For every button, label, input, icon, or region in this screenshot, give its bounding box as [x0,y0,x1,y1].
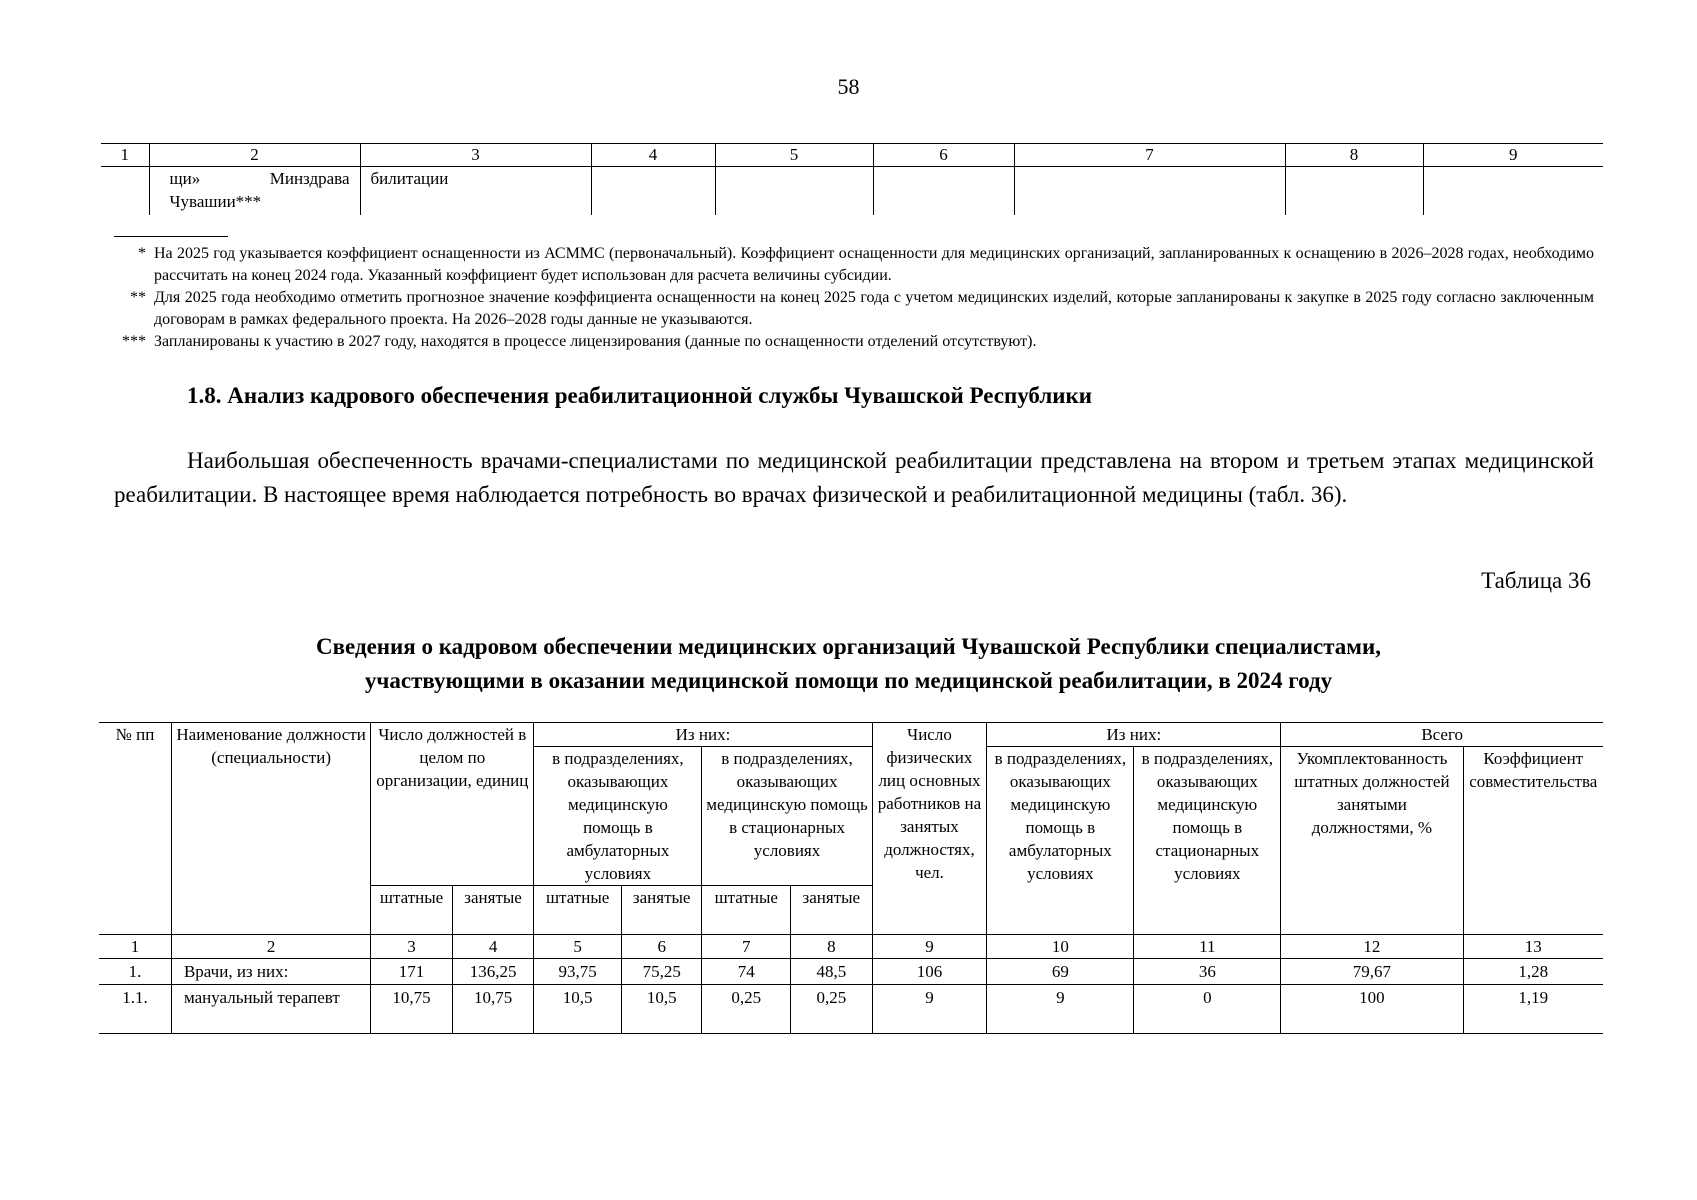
header-name: Наименование должности (специальности) [171,723,370,935]
header-occupied: занятые [621,886,702,935]
col-number: 7 [702,935,791,959]
organization-name-cell: щи» Минздрава Чувашии*** [149,167,360,216]
header-row [99,723,1603,747]
table-label: Таблица 36 [1481,568,1591,593]
table-cell: 0,25 [702,985,791,1034]
table-cell: 74 [702,959,791,985]
col-number: 1 [101,144,149,167]
col-number: 9 [1423,144,1603,167]
col-number: 6 [621,935,702,959]
header-num: № пп [99,723,171,935]
header-total-positions: Число должностей в целом по организации, единиц [371,723,534,886]
table-cell: 106 [872,959,987,985]
caption-line: участвующими в оказании медицинской помощи по медицинской реабилитации, в 2024 году [364,668,1333,693]
table-cell: 48,5 [791,959,873,985]
continuation-table [101,143,1603,215]
specialty-name: Врачи, из них: [171,959,370,985]
col-number: 7 [1014,144,1285,167]
table-cell [101,167,149,216]
table-cell: 69 [987,959,1134,985]
table-cell: 79,67 [1281,959,1463,985]
header-occupied: занятые [791,886,873,935]
col-number: 8 [1285,144,1423,167]
department-cell: билитации [360,167,591,216]
col-number: 3 [371,935,453,959]
table-cell: 136,25 [452,959,534,985]
header-staffing: Укомплектованность штатных должностей занятыми должностями, % [1281,747,1463,935]
header-of-them: Из них: [987,723,1281,747]
table-cell [1423,167,1603,216]
table-row [99,985,1603,1034]
col-number: 11 [1134,935,1281,959]
footnotes [114,243,1594,353]
table-cell [1285,167,1423,216]
table-cell: 1,28 [1463,959,1603,985]
footnote-text: На 2025 год указывается коэффициент оснащенности из АСММС (первоначальный). Коэффициент оснащенности для медицинских организаций, запланированных к оснащению в 2026–2028 годах, необходимо рассчитать на конец 2024 года. Указанный коэффициент будет использован для расчета величины субсидии. [154,245,1594,284]
header-physical-persons: Число физических лиц основных работников на занятых должностях, чел. [872,723,987,935]
footnote-separator [114,236,228,237]
table-cell: 93,75 [534,959,622,985]
header-staff: штатные [371,886,453,935]
row-num: 1. [99,959,171,985]
table-cell [715,167,873,216]
table-cell: 9 [872,985,987,1034]
table-cell: 9 [987,985,1134,1034]
col-number: 6 [873,144,1014,167]
col-number: 2 [171,935,370,959]
footnote-mark: * [138,245,146,262]
header-stat-units: в подразделениях, оказывающих медицинскую помощь в стационарных условиях [702,747,872,886]
footnote [114,287,1594,331]
table-cell [873,167,1014,216]
page-number: 58 [837,74,860,99]
col-number: 4 [591,144,715,167]
header-total: Всего [1281,723,1603,747]
col-number: 8 [791,935,873,959]
table-cell [591,167,715,216]
footnote-text: Для 2025 года необходимо отметить прогнозное значение коэффициента оснащенности на конец 2025 года с учетом медицинских изделий, которые запланированы к закупке в 2025 году согласно заключенным договорам в рамках федерального проекта. На 2026–2028 годы данные не указываются. [154,289,1594,328]
table-cell: 1,19 [1463,985,1603,1034]
body-paragraph: Наибольшая обеспеченность врачами-специалистами по медицинской реабилитации представлена на втором и третьем этапах медицинской реабилитации. В настоящее время наблюдается потребность во врачах физической и реабилитационной медицины (табл. 36). [114,448,1594,507]
col-number: 5 [534,935,622,959]
header-staff: штатные [702,886,791,935]
col-number: 10 [987,935,1134,959]
col-number: 9 [872,935,987,959]
table-cell: 0 [1134,985,1281,1034]
footnote [114,243,1594,287]
section-heading: 1.8. Анализ кадрового обеспечения реабилитационной службы Чувашской Республики [187,383,1093,408]
col-number: 1 [99,935,171,959]
specialty-name: мануальный терапевт [171,985,370,1034]
table-cell: 75,25 [621,959,702,985]
col-number: 2 [149,144,360,167]
table-cell: 10,75 [371,985,453,1034]
table-cell: 171 [371,959,453,985]
table-cell: 100 [1281,985,1463,1034]
caption-line: Сведения о кадровом обеспечении медицинских организаций Чувашской Республики специалистами, [316,634,1381,659]
header-occupied: занятые [452,886,534,935]
table-cell: 10,75 [452,985,534,1034]
table-cell [1014,167,1285,216]
col-number: 4 [452,935,534,959]
col-number: 12 [1281,935,1463,959]
header-staff: штатные [534,886,622,935]
col-number: 3 [360,144,591,167]
continuation-column-numbers [101,144,1603,167]
header-of-them: Из них: [534,723,872,747]
header-amb-persons: в подразделениях, оказывающих медицинскую помощь в амбулаторных условиях [987,747,1134,935]
footnote-mark: ** [130,289,146,306]
table-cell: 10,5 [534,985,622,1034]
column-numbers-row [99,935,1603,959]
staffing-table [99,722,1603,1034]
header-amb-units: в подразделениях, оказывающих медицинскую помощь в амбулаторных условиях [534,747,702,886]
table-cell: 0,25 [791,985,873,1034]
row-num: 1.1. [99,985,171,1034]
table-row [99,959,1603,985]
footnote-text: Запланированы к участию в 2027 году, находятся в процессе лицензирования (данные по оснащенности отделений отсутствуют). [154,333,1037,350]
col-number: 13 [1463,935,1603,959]
header-combination: Коэффициент совместительства [1463,747,1603,935]
table-cell: 10,5 [621,985,702,1034]
footnote [114,331,1594,353]
col-number: 5 [715,144,873,167]
header-stat-persons: в подразделениях, оказывающих медицинскую помощь в стационарных условиях [1134,747,1281,935]
table-cell: 36 [1134,959,1281,985]
continuation-row [101,167,1603,216]
footnote-mark: *** [122,333,146,350]
table-caption [0,630,1697,698]
